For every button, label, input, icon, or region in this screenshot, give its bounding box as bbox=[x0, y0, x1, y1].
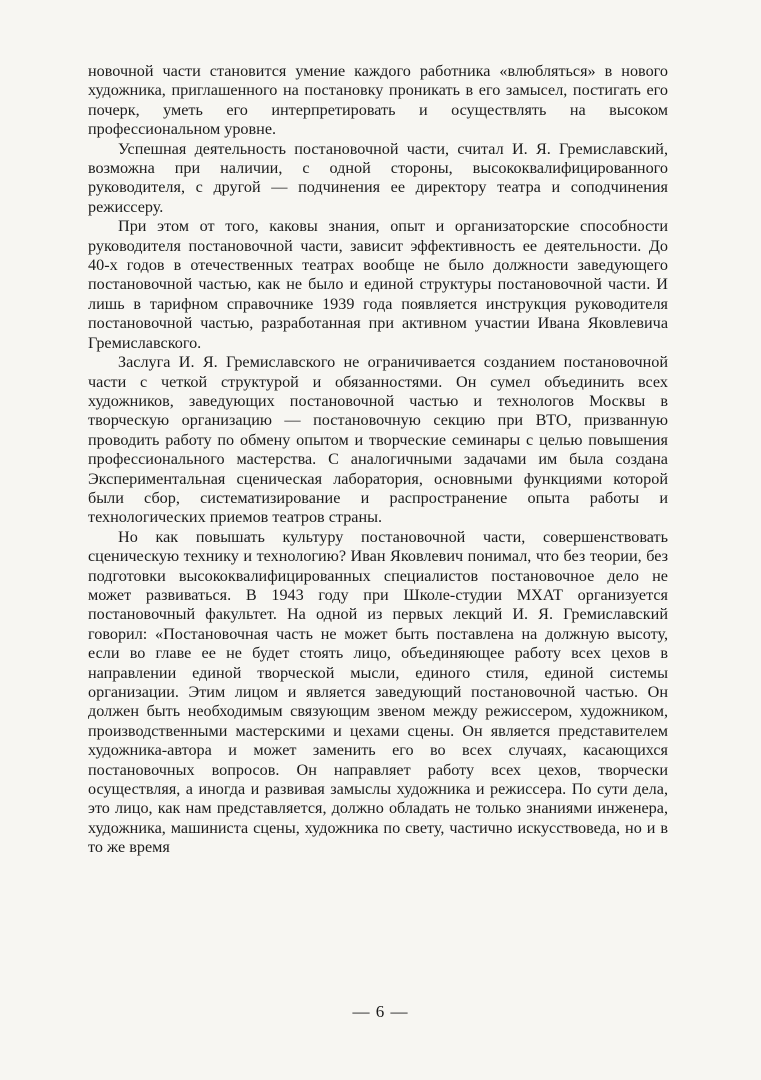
paragraph-5: Но как повышать культуру постановочной части, совершенствовать сценическую технику и технологию? Иван Яковлевич понимал, что без теории, без подготовки высококвалифицированных специалистов постановочное дело не может развиваться. В 1943 году при Школе-студии МХАТ организуется постановочный факультет. На одной из первых лекций И. Я. Гремиславский говорил: «Постановочная часть не может быть поставлена на должную высоту, если во главе ее не будет стоять лицо, объединяющее работу всех цехов в направлении единой творческой мысли, единого стиля, единой системы организации. Этим лицом и является заведующий постановочной частью. Он должен быть необходимым связующим звеном между режиссером, художником, производственными мастерскими и цехами сцены. Он является представителем художника-автора и может заменить его во всех случаях, касающихся постановочных вопросов. Он направляет работу всех цехов, творчески осуществляя, а иногда и развивая замыслы художника и режиссера. По сути дела, это лицо, как нам представляется, должно обладать не только знаниями инженера, художника, машиниста сцены, художника по свету, частично искусствоведа, но и в то же время bbox=[88, 527, 668, 857]
paragraph-1: новочной части становится умение каждого работника «влюбляться» в нового художника, приглашенного на постановку проникать в его замысел, постигать его почерк, уметь его интерпретировать и осуществлять на высоком профессиональном уровне. bbox=[88, 62, 668, 139]
paragraph-4: Заслуга И. Я. Гремиславского не ограничивается созданием постановочной части с четкой структурой и обязанностями. Он сумел объединить всех художников, заведующих постановочной частью и технологов Москвы в творческую организацию — постановочную секцию при ВТО, призванную проводить работу по обмену опытом и творческие семинары с целью повышения профессионального мастерства. С аналогичными задачами им была создана Экспериментальная сценическая лаборатория, основными функциями которой были сбор, систематизирование и распространение опыта работы и технологических приемов театров страны. bbox=[88, 353, 668, 527]
paragraph-3: При этом от того, каковы знания, опыт и организаторские способности руководителя постановочной части, зависит эффективность ее деятельности. До 40-х годов в отечественных театрах вообще не было должности заведующего постановочной частью, как не было и единой структуры постановочной части. И лишь в тарифном справочнике 1939 года появляется инструкция руководителя постановочной частью, разработанная при активном участии Ивана Яковлевича Гремиславского. bbox=[88, 217, 668, 352]
page-body bbox=[88, 62, 668, 858]
paragraph-2: Успешная деятельность постановочной части, считал И. Я. Гремиславский, возможна при наличии, с одной стороны, высококвалифицированного руководителя, с другой — подчинения ее директору театра и соподчинения режиссеру. bbox=[88, 139, 668, 216]
page-number: — 6 — bbox=[352, 1002, 409, 1021]
